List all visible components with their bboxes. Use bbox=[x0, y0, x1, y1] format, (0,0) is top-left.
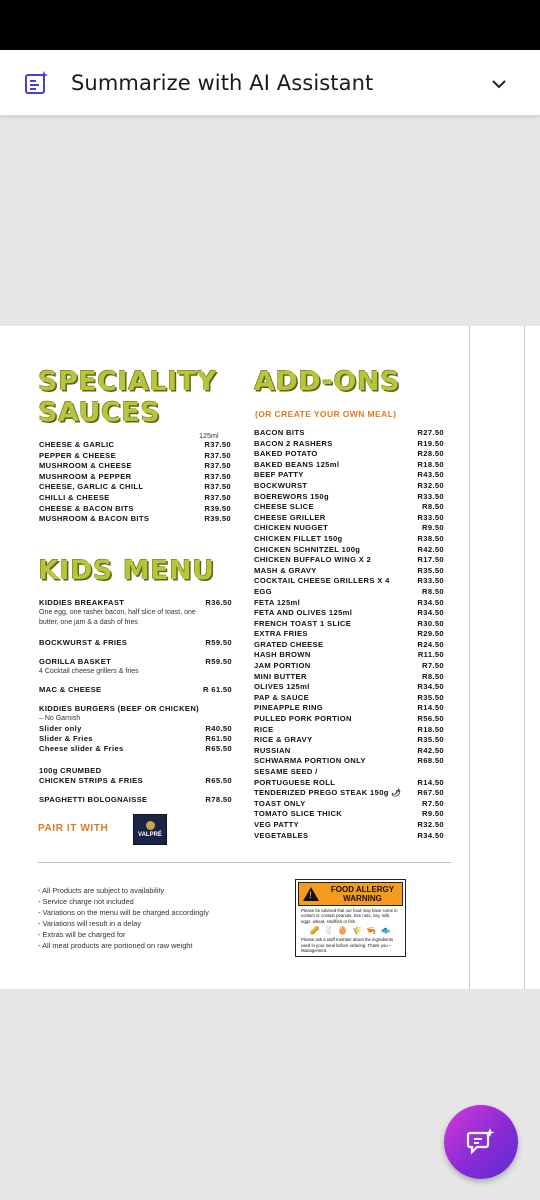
menu-item-row bbox=[254, 831, 444, 842]
item-price: R14.50 bbox=[417, 777, 444, 787]
item-name: Cheese slider & Fries bbox=[39, 744, 124, 753]
item-description: One egg, one rasher bacon, half slice of toast, one bbox=[39, 609, 196, 616]
item-price: R 61.50 bbox=[202, 685, 232, 694]
item-name: CHICKEN BUFFALO WING X 2 bbox=[254, 555, 372, 565]
menu-item-row bbox=[254, 703, 444, 714]
warning-icon: ! bbox=[303, 887, 319, 901]
item-name: PORTUGUESE ROLL bbox=[254, 777, 336, 787]
menu-item-row bbox=[254, 799, 444, 810]
menu-item-row bbox=[254, 449, 444, 460]
note-line: - Variations will result in a delay bbox=[38, 919, 141, 928]
item-price: R34.50 bbox=[417, 597, 444, 607]
item-name: EGG bbox=[254, 586, 272, 596]
pair-it-with-label: PAIR IT WITH bbox=[38, 823, 109, 834]
note-line: - Variations on the menu will be charged accordingly bbox=[38, 908, 209, 917]
menu-item-row bbox=[254, 598, 444, 609]
item-price: R7.50 bbox=[421, 661, 444, 671]
item-price: R30.50 bbox=[417, 618, 444, 628]
item-name: BOCKWURST bbox=[254, 480, 308, 490]
item-name: MAC & CHEESE bbox=[39, 685, 102, 694]
item-name: MASH & GRAVY bbox=[254, 565, 317, 575]
item-name: 100g CRUMBED bbox=[39, 766, 102, 775]
item-name: CHEESE & GARLIC bbox=[39, 440, 115, 449]
item-price: R34.50 bbox=[417, 608, 444, 618]
item-name: BOEREWORS 150g bbox=[254, 491, 329, 501]
item-name: RICE & GRAVY bbox=[254, 735, 313, 745]
menu-item-row bbox=[254, 714, 444, 725]
item-name: BEEF PATTY bbox=[254, 470, 304, 480]
item-price: R32.50 bbox=[417, 819, 444, 829]
item-price: R68.50 bbox=[417, 756, 444, 766]
item-price: R34.50 bbox=[417, 830, 444, 840]
item-price: R9.50 bbox=[421, 809, 444, 819]
menu-item-row bbox=[254, 460, 444, 471]
menu-item-row bbox=[39, 472, 231, 483]
menu-item-row bbox=[254, 619, 444, 630]
menu-item-row bbox=[254, 661, 444, 672]
item-price: R17.50 bbox=[417, 555, 444, 565]
menu-item-row bbox=[254, 735, 444, 746]
item-price: R33.50 bbox=[417, 512, 444, 522]
menu-item-row bbox=[254, 587, 444, 598]
item-price: R37.50 bbox=[204, 461, 231, 471]
menu-item-row bbox=[254, 767, 444, 778]
menu-item-row bbox=[254, 566, 444, 577]
item-name: TOAST ONLY bbox=[254, 798, 306, 808]
item-price: R19.50 bbox=[417, 438, 444, 448]
item-description: 4 Cocktail cheese grillers & fries bbox=[39, 668, 139, 675]
addons-heading: ADD-ONS bbox=[254, 366, 400, 397]
item-name: GORILLA BASKET bbox=[39, 657, 112, 666]
item-price: R35.50 bbox=[417, 565, 444, 575]
item-name: PAP & SAUCE bbox=[254, 692, 310, 702]
menu-notes bbox=[38, 885, 209, 951]
item-name: VEG PATTY bbox=[254, 819, 300, 829]
food-allergy-warning bbox=[295, 879, 406, 957]
item-price: R33.50 bbox=[417, 491, 444, 501]
item-name: BACON 2 RASHERS bbox=[254, 438, 333, 448]
item-name: PULLED PORK PORTION bbox=[254, 714, 352, 724]
item-name: SESAME SEED / bbox=[254, 767, 318, 776]
menu-item-row bbox=[254, 672, 444, 683]
menu-item-row bbox=[254, 756, 444, 767]
item-name: BOCKWURST & FRIES bbox=[39, 638, 128, 647]
item-name: KIDDIES BURGERS (BEEF OR CHICKEN) bbox=[39, 704, 200, 713]
menu-item-row bbox=[254, 513, 444, 524]
item-price: R43.50 bbox=[417, 470, 444, 480]
item-name: CHEESE GRILLER bbox=[254, 512, 326, 522]
menu-item-row bbox=[254, 640, 444, 651]
allergy-subtitle: WARNING bbox=[343, 894, 382, 903]
menu-item-row bbox=[254, 470, 444, 481]
note-line: - Extras will be charged for bbox=[38, 930, 126, 939]
item-name: KIDDIES BREAKFAST bbox=[39, 598, 125, 607]
menu-item-row bbox=[39, 744, 232, 754]
kids-burgers bbox=[39, 704, 232, 754]
menu-item-row bbox=[39, 724, 232, 734]
item-name: HASH BROWN bbox=[254, 650, 311, 660]
item-name: CHEESE SLICE bbox=[254, 502, 314, 512]
item-name: COCKTAIL CHEESE GRILLERS X 4 bbox=[254, 576, 390, 586]
item-price: R42.50 bbox=[417, 544, 444, 554]
item-price: R36.50 bbox=[205, 598, 232, 607]
page-edge-line bbox=[524, 326, 525, 989]
item-name: EXTRA FRIES bbox=[254, 629, 308, 639]
menu-item-row bbox=[254, 576, 444, 587]
menu-item-row bbox=[254, 629, 444, 640]
item-price: R33.50 bbox=[417, 576, 444, 586]
item-name: RICE bbox=[254, 724, 274, 734]
item-description: – No Garnish bbox=[39, 715, 81, 722]
item-name: BAKED POTATO bbox=[254, 449, 318, 459]
item-price: R28.50 bbox=[417, 449, 444, 459]
addons-list bbox=[254, 428, 444, 841]
page-edge-line bbox=[469, 326, 470, 989]
item-price: R39.50 bbox=[204, 514, 231, 524]
menu-item-row bbox=[39, 440, 231, 451]
sauces-heading: SPECIALITY SAUCES bbox=[38, 366, 217, 428]
ai-summary-icon bbox=[24, 70, 50, 96]
sauce-size-label: 125ml bbox=[199, 431, 219, 440]
item-description: butter, one jam & a dash of fries bbox=[39, 619, 138, 626]
kids-gorilla-basket bbox=[39, 657, 232, 677]
menu-item-row bbox=[254, 682, 444, 693]
item-name: PINEAPPLE RING bbox=[254, 703, 324, 713]
menu-item-row bbox=[254, 725, 444, 736]
item-name: CHICKEN SCHNITZEL 100g bbox=[254, 544, 361, 554]
kids-mac-cheese bbox=[39, 685, 232, 695]
ai-assistant-bar[interactable] bbox=[0, 50, 540, 116]
item-name: Slider only bbox=[39, 724, 82, 733]
item-name: CHICKEN STRIPS & FRIES bbox=[39, 776, 143, 785]
item-price: R11.50 bbox=[417, 650, 444, 660]
allergy-body: Please be advised that our food may have come in contact or contain peanuts, tree nuts, soy, milk, eggs, wheat, shellfish or fish. bbox=[301, 908, 398, 924]
item-price: R56.50 bbox=[417, 714, 444, 724]
menu-item-row bbox=[254, 693, 444, 704]
menu-item-row bbox=[39, 734, 232, 744]
menu-item-row bbox=[254, 481, 444, 492]
item-name: SCHWARMA PORTION ONLY bbox=[254, 756, 366, 766]
menu-item-row bbox=[254, 545, 444, 556]
menu-item-row bbox=[254, 820, 444, 831]
menu-item-row bbox=[254, 439, 444, 450]
menu-item-row bbox=[254, 523, 444, 534]
divider bbox=[38, 862, 451, 863]
sauces-list bbox=[39, 440, 231, 525]
menu-item-row bbox=[254, 650, 444, 661]
kids-spaghetti bbox=[39, 795, 232, 805]
item-name: GRATED CHEESE bbox=[254, 639, 324, 649]
item-price: R38.50 bbox=[417, 533, 444, 543]
menu-item-row bbox=[39, 504, 231, 515]
item-price: R65.50 bbox=[205, 744, 232, 753]
allergen-icons: 🥜 🥛 🥚 🌾 🦐 🐟 bbox=[309, 926, 392, 936]
note-line: - All meat products are portioned on raw weight bbox=[38, 941, 193, 950]
valpre-brand-text: VALPRÉ bbox=[138, 832, 162, 838]
kids-crumbed-chicken bbox=[39, 766, 232, 786]
menu-item-row bbox=[254, 428, 444, 439]
menu-item-row bbox=[39, 493, 231, 504]
item-name: OLIVES 125ml bbox=[254, 682, 310, 692]
valpre-emblem-icon bbox=[146, 821, 155, 830]
item-price: R32.50 bbox=[417, 480, 444, 490]
item-price: R8.50 bbox=[421, 671, 444, 681]
ai-assistant-fab[interactable] bbox=[444, 1105, 518, 1179]
burger-options bbox=[39, 724, 232, 754]
item-name: CHEESE & BACON BITS bbox=[39, 503, 134, 513]
item-name: JAM PORTION bbox=[254, 661, 311, 671]
item-price: R34.50 bbox=[417, 682, 444, 692]
allergy-footer: Please ask a staff member about the ingredients used in your meal before ordering. Thank you – Management. bbox=[301, 937, 394, 954]
item-price: R8.50 bbox=[421, 586, 444, 596]
item-price: R35.50 bbox=[417, 692, 444, 702]
item-price: R27.50 bbox=[417, 428, 444, 437]
item-price: R29.50 bbox=[417, 629, 444, 639]
item-name: FETA AND OLIVES 125ml bbox=[254, 608, 353, 618]
item-price: R59.50 bbox=[205, 657, 232, 666]
item-name: FRENCH TOAST 1 SLICE bbox=[254, 618, 352, 628]
item-price: R37.50 bbox=[204, 482, 231, 492]
menu-item-row bbox=[254, 608, 444, 619]
valpre-logo bbox=[133, 814, 167, 845]
item-name: CHILLI & CHEESE bbox=[39, 492, 110, 502]
ai-assistant-title[interactable]: Summarize with AI Assistant bbox=[71, 71, 374, 95]
item-name: CHICKEN FILLET 150g bbox=[254, 533, 343, 543]
item-name: MINI BUTTER bbox=[254, 671, 307, 681]
item-name: PEPPER & CHEESE bbox=[39, 450, 116, 460]
item-name: MUSHROOM & BACON BITS bbox=[39, 514, 150, 524]
item-price: R8.50 bbox=[421, 502, 444, 512]
item-price: R42.50 bbox=[417, 745, 444, 755]
menu-item-row bbox=[39, 451, 231, 462]
item-price: R9.50 bbox=[421, 523, 444, 533]
addons-subheading: (OR CREATE YOUR OWN MEAL) bbox=[255, 409, 397, 419]
item-price: R18.50 bbox=[417, 724, 444, 734]
item-price: R37.50 bbox=[204, 492, 231, 502]
menu-item-row bbox=[254, 492, 444, 503]
item-name: CHICKEN NUGGET bbox=[254, 523, 329, 533]
item-price: R40.50 bbox=[205, 724, 232, 733]
menu-page bbox=[0, 326, 540, 989]
item-price: R37.50 bbox=[204, 471, 231, 481]
kids-breakfast bbox=[39, 598, 232, 628]
menu-item-row bbox=[254, 534, 444, 545]
allergy-title: FOOD ALLERGY bbox=[330, 885, 395, 894]
status-bar bbox=[0, 0, 540, 50]
item-price: R65.50 bbox=[205, 776, 232, 785]
item-name: RUSSIAN bbox=[254, 745, 291, 755]
chevron-down-icon[interactable] bbox=[489, 74, 509, 94]
item-price: R7.50 bbox=[421, 798, 444, 808]
menu-item-row bbox=[254, 555, 444, 566]
kids-menu-heading: KIDS MENU bbox=[38, 555, 215, 586]
note-line: - All Products are subject to availability bbox=[38, 886, 165, 895]
menu-item-row bbox=[254, 778, 444, 789]
menu-item-row bbox=[254, 502, 444, 513]
kids-bockwurst bbox=[39, 638, 232, 648]
menu-item-row bbox=[39, 514, 231, 525]
item-price: R35.50 bbox=[417, 735, 444, 745]
item-price: R61.50 bbox=[205, 734, 232, 743]
item-name: BACON BITS bbox=[254, 428, 305, 437]
item-name: MUSHROOM & CHEESE bbox=[39, 461, 132, 471]
item-price: R67.50 bbox=[417, 788, 444, 798]
item-price: R24.50 bbox=[417, 639, 444, 649]
item-price: R37.50 bbox=[204, 450, 231, 460]
note-line: - Service charge not included bbox=[38, 897, 134, 906]
item-price: R14.50 bbox=[417, 703, 444, 713]
menu-item-row bbox=[254, 746, 444, 757]
item-name: SPAGHETTI BOLOGNAISSE bbox=[39, 795, 148, 804]
ai-chat-sparkle-icon bbox=[466, 1127, 496, 1157]
item-name: BAKED BEANS 125ml bbox=[254, 459, 340, 469]
item-price: R59.50 bbox=[205, 638, 232, 647]
item-name: Slider & Fries bbox=[39, 734, 93, 743]
menu-item-row bbox=[39, 482, 231, 493]
menu-item-row bbox=[254, 788, 444, 799]
item-price: R39.50 bbox=[204, 503, 231, 513]
menu-item-row bbox=[254, 809, 444, 820]
item-price: R37.50 bbox=[204, 440, 231, 449]
item-name: FETA 125ml bbox=[254, 597, 301, 607]
item-price: R18.50 bbox=[417, 459, 444, 469]
item-name: MUSHROOM & PEPPER bbox=[39, 471, 132, 481]
item-name: CHEESE, GARLIC & CHILL bbox=[39, 482, 144, 492]
item-price: R78.50 bbox=[205, 795, 232, 804]
menu-item-row bbox=[39, 461, 231, 472]
item-name: VEGETABLES bbox=[254, 830, 309, 840]
item-name: TOMATO SLICE THICK bbox=[254, 809, 343, 819]
item-name: TENDERIZED PREGO STEAK 150g 🌶 bbox=[254, 788, 402, 798]
